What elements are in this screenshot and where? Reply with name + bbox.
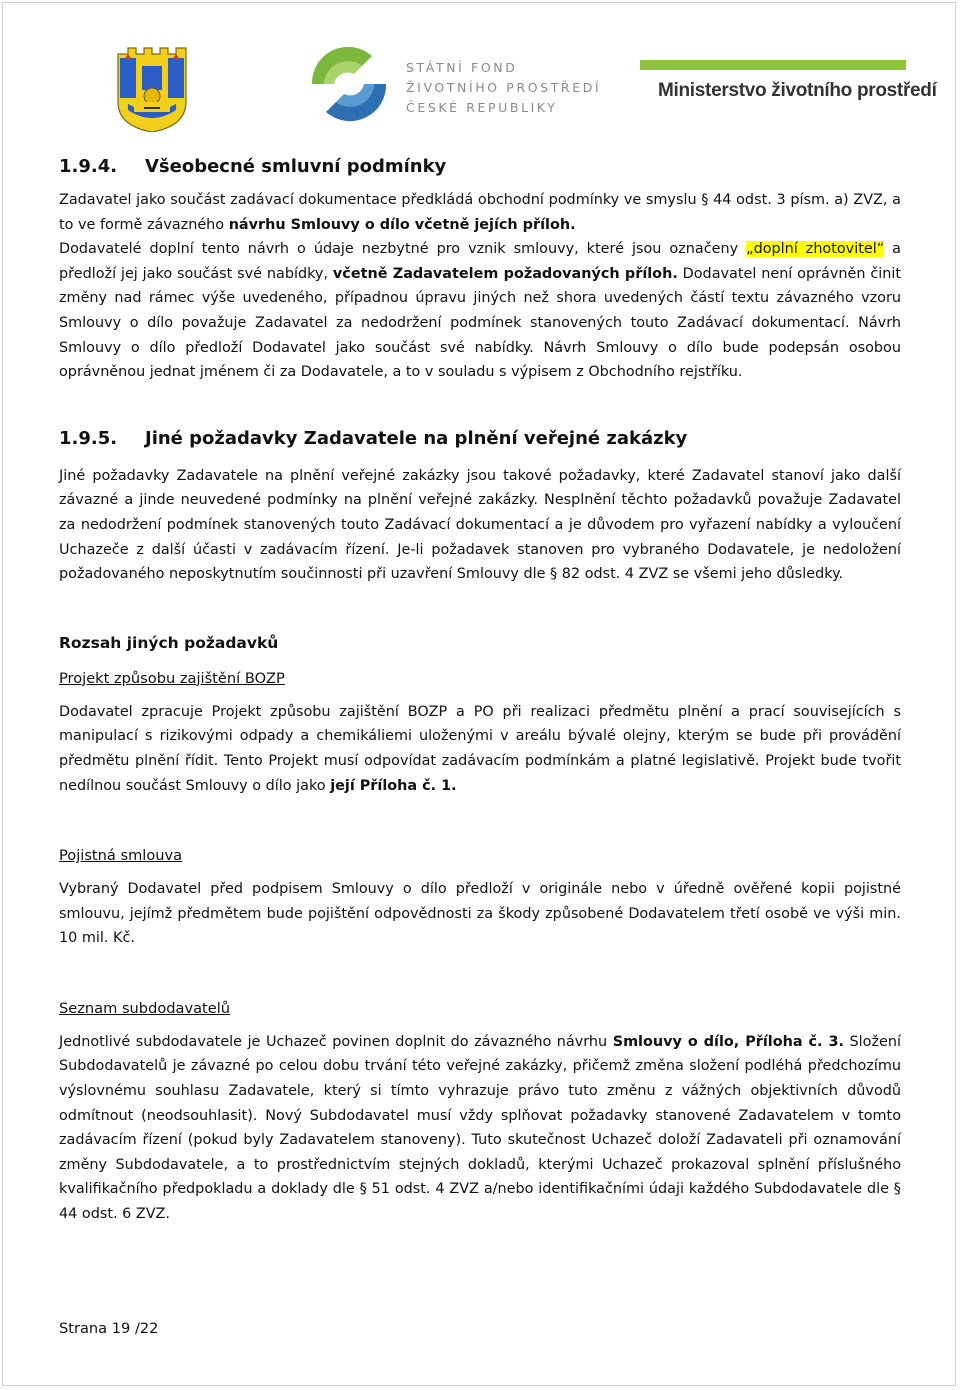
- paragraph: [59, 700, 901, 798]
- section-title: Jiné požadavky Zadavatele na plnění veřejné zakázky: [145, 427, 688, 449]
- fund-line-2: ŽIVOTNÍHO PROSTŘEDÍ: [406, 80, 602, 95]
- text-run: Dodavatel není oprávněn činit změny nad rámec výše uvedeného, případnou úpravu jiných než shora uvedených částí textu závazného vzoru Smlouvy o dílo považuje Zadavatel za nedodržení podmínek stanovených touto Zadávací dokumentací. Návrh Smlouvy o dílo předloží Dodavatel jako součást své nabídky. Návrh Smlouvy o dílo bude podepsán osobou oprávněnou jednat jménem či za Dodavatele, a to v souladu s výpisem z Obchodního rejstříku.: [59, 265, 902, 381]
- ministry-name: Ministerstvo životního prostředí: [658, 80, 937, 101]
- text-run: Jednotlivé subdodavatele je Uchazeč povinen doplnit do závazného návrhu: [59, 1033, 613, 1050]
- paragraph: [59, 188, 901, 237]
- text-run: Jiné požadavky Zadavatele na plnění veřejné zakázky jsou takové požadavky, které Zadavatel stanoví jako další závazné a jinde neuvedené podmínky na plnění veřejné zakázky. Nesplnění těchto požadavků považuje Zadavatel za nedodržení podmínek stanovených touto Zadávací dokumentací a je důvodem pro vyřazení nabídky a vyloučení Uchazeče z další účasti v zadávacím řízení. Je-li požadavek stanoven pro vybraného Dodavatele, je nedoložení požadovaného neposkytnutím součinnosti při uzavření Smlouvy dle § 82 odst. 4 ZVZ se všemi jeho důsledky.: [59, 467, 901, 583]
- text-run: Dodavatel zpracuje Projekt způsobu zajištění BOZP a PO při realizaci předmětu plnění a prací souvisejících s manipulací s rizikovými odpady a chemikáliemi uloženými v areálu bývalé olejny, kterým se bude při provádění předmětu plnění řídit. Tento Projekt musí odpovídat zadávacím podmínkám a platné legislativě. Projekt bude tvořit nedílnou součást Smlouvy o dílo jako: [59, 703, 901, 794]
- section-number: 1.9.5.: [59, 427, 118, 449]
- state-fund-name: [406, 58, 601, 118]
- section-heading-194: [59, 150, 901, 184]
- subheading-bozp: Projekt způsobu zajištění BOZP: [59, 669, 285, 687]
- fund-line-3: ČESKÉ REPUBLIKY: [406, 100, 558, 115]
- section-heading-195: [59, 422, 901, 456]
- fund-line-1: STÁTNÍ FOND: [406, 60, 518, 75]
- paragraph: [59, 877, 901, 951]
- subheading-insurance: Pojistná smlouva: [59, 847, 183, 865]
- bold-text: včetně Zadavatelem požadovaných příloh.: [332, 265, 678, 282]
- text-run: Vybraný Dodavatel před podpisem Smlouvy o dílo předloží v originále nebo v úředně ověřené kopii pojistné smlouvu, jejímž předmětem bude pojištění odpovědnosti za škody způsobené Dodavatelem třetí osobě ve výši min. 10 mil. Kč.: [59, 881, 901, 947]
- town-crest-logo: [114, 46, 190, 132]
- subheading-subcontractors: Seznam subdodavatelů: [59, 999, 231, 1017]
- paragraph: [59, 237, 901, 385]
- document-body: [59, 150, 901, 1227]
- bold-text: návrhu Smlouvy o dílo včetně jejích příloh.: [228, 216, 576, 233]
- paragraph: [59, 464, 901, 587]
- section-number: 1.9.4.: [59, 156, 118, 177]
- state-fund-logo: [302, 44, 396, 124]
- text-run: a předloží jej jako součást své nabídky,: [59, 241, 901, 282]
- section-title: Všeobecné smluvní podmínky: [145, 156, 447, 177]
- bold-text: její Příloha č. 1.: [330, 777, 457, 794]
- text-run: Dodavatelé doplní tento návrh o údaje nezbytné pro vznik smlouvy, které jsou označeny: [59, 241, 747, 258]
- scope-heading: Rozsah jiných požadavků: [59, 633, 279, 652]
- highlighted-text: „doplní zhotovitel“: [746, 241, 885, 258]
- ministry-green-bar: [640, 60, 906, 70]
- page-header: [0, 0, 960, 150]
- text-run: Zadavatel jako součást zadávací dokumentace předkládá obchodní podmínky ve smyslu § 44 odst. 3 písm. a) ZVZ, a to ve formě závazného: [59, 192, 901, 233]
- text-run: Složení Subdodavatelů je závazné po celou dobu trvání této veřejné zakázky, přičemž změna složení podléhá předchozímu výslovnému souhlasu Zadavatele, který si tímto vyhrazuje právo tuto změnu z vážných objektivních důvodů odmítnout (neodsouhlasit). Nový Subdodavatel musí vždy splňovat požadavky stanovené Zadavatelem v tomto zadávacím řízení (pokud byly Zadavatelem stanoveny). Tuto skutečnost Uchazeč doloží Zadavateli při oznamování změny Subdodavatele, a to prostřednictvím stejných dokladů, kterými Uchazeč prokazoval splnění příslušného kvalifikačního předpokladu a doklady dle § 51 odst. 4 ZVZ a/nebo identifikačními údaji každého Subdodavatele dle § 44 odst. 6 ZVZ.: [59, 1033, 901, 1223]
- paragraph: [59, 1030, 901, 1227]
- page-number: Strana 19 /22: [59, 1320, 159, 1337]
- ministry-logo: [640, 60, 937, 116]
- bold-text: Smlouvy o dílo, Příloha č. 3.: [612, 1033, 844, 1050]
